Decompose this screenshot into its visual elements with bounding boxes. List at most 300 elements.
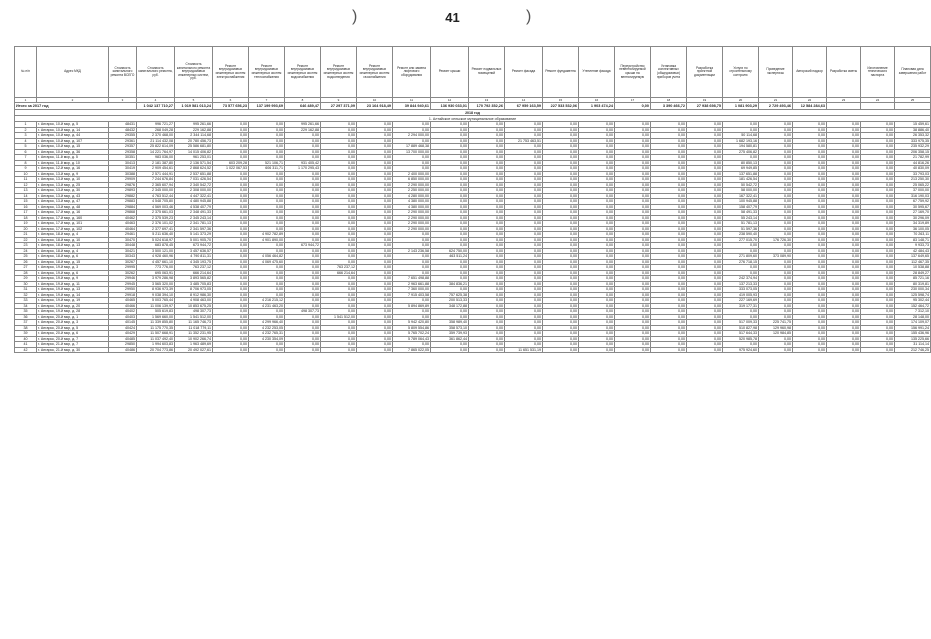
row-cell: 0,00 xyxy=(615,331,651,337)
row-cell: 225 741,75 xyxy=(759,320,793,326)
row-cell: 0,00 xyxy=(357,215,393,221)
row-cell: 276 718,15 xyxy=(723,259,759,265)
row-number: 9 xyxy=(15,166,37,172)
row-cell: 80 850,13 xyxy=(723,160,759,166)
row-cell: 15 459,61 xyxy=(895,122,931,128)
column-header: Изготовление технического паспорта xyxy=(861,47,895,98)
row-cell: 40485 xyxy=(109,336,137,342)
row-cell: 0,00 xyxy=(469,232,505,238)
row-cell: 0,00 xyxy=(543,347,579,353)
row-cell: 0,00 xyxy=(357,270,393,276)
row-cell: 5 789 064,43 xyxy=(393,336,431,342)
row-cell: 0,00 xyxy=(651,166,687,172)
row-cell: 0,00 xyxy=(827,149,861,155)
row-cell: 0,00 xyxy=(579,331,615,337)
row-cell: 0,00 xyxy=(321,287,357,293)
total-value: 12 584 284,63 xyxy=(793,103,827,110)
row-cell: 0,00 xyxy=(393,298,431,304)
row-cell: 0,00 xyxy=(723,155,759,161)
row-cell: 40486 xyxy=(109,347,137,353)
row-cell: 2 963 661,88 xyxy=(393,281,431,287)
column-number: 12 xyxy=(431,98,469,103)
row-cell: 0,00 xyxy=(793,336,827,342)
row-cell: 0,00 xyxy=(431,270,469,276)
row-cell: 0,00 xyxy=(321,298,357,304)
row-cell: 125 598,74 xyxy=(895,292,931,298)
row-cell: 7 865 022,05 xyxy=(393,347,431,353)
row-cell: 0,00 xyxy=(249,149,285,155)
row-cell: 0,00 xyxy=(615,166,651,172)
row-cell: 0,00 xyxy=(793,237,827,243)
row-cell: 0,00 xyxy=(213,243,249,249)
row-cell: 0,00 xyxy=(827,199,861,205)
row-cell: 0,00 xyxy=(357,138,393,144)
row-cell: 0,00 xyxy=(249,122,285,128)
row-cell: 29945 xyxy=(109,281,137,287)
row-cell: 0,00 xyxy=(357,149,393,155)
row-cell: 7 031 426,54 xyxy=(175,177,213,183)
row-number: 42 xyxy=(15,347,37,353)
row-cell: 5 765 702,24 xyxy=(393,331,431,337)
row-cell: 0,00 xyxy=(651,303,687,309)
row-cell: 0,00 xyxy=(469,166,505,172)
row-cell: 0,00 xyxy=(759,160,793,166)
row-number: 39 xyxy=(15,331,37,337)
column-header: Ремонт внутридомовых инженерных систем водоотведения xyxy=(321,47,357,98)
row-cell: 0,00 xyxy=(793,155,827,161)
row-cell: 0,00 xyxy=(579,254,615,260)
row-cell: 0,00 xyxy=(357,331,393,337)
row-cell: 683 878,45 xyxy=(137,243,175,249)
row-cell: 0,00 xyxy=(321,144,357,150)
row-cell: 0,00 xyxy=(543,149,579,155)
row-cell: 0,00 xyxy=(687,336,723,342)
row-cell: 0,00 xyxy=(579,347,615,353)
column-header: Разработка проектной документации xyxy=(687,47,723,98)
row-cell: 0,00 xyxy=(469,237,505,243)
row-cell: 229 162,88 xyxy=(285,127,321,133)
row-cell: 0,00 xyxy=(431,177,469,183)
row-address: г. Ангарск, 12-й мкр, д. 16 xyxy=(37,166,109,172)
row-cell: 29883 xyxy=(109,199,137,205)
row-cell: 2 348 491,33 xyxy=(175,210,213,216)
row-cell: 0,00 xyxy=(861,287,895,293)
row-cell: 0,00 xyxy=(615,210,651,216)
row-cell: 0,00 xyxy=(861,276,895,282)
row-cell: 0,00 xyxy=(615,160,651,166)
row-cell: 0,00 xyxy=(505,243,543,249)
row-cell: 2 344 114,68 xyxy=(175,133,213,139)
row-cell: 0,00 xyxy=(861,182,895,188)
row-cell: 0,00 xyxy=(651,320,687,326)
column-number: 10 xyxy=(357,98,393,103)
row-cell: 7 360 000,00 xyxy=(393,287,431,293)
row-address: г. Ангарск, 17-й мкр, д. 101 xyxy=(37,221,109,227)
row-cell: 0,00 xyxy=(249,177,285,183)
row-cell: 0,00 xyxy=(759,133,793,139)
row-cell: 29893 xyxy=(109,188,137,194)
row-cell: 268 049,28 xyxy=(137,127,175,133)
row-cell: 40402 xyxy=(109,309,137,315)
row-cell: 51 781,13 xyxy=(723,221,759,227)
row-cell: 0,00 xyxy=(793,221,827,227)
row-cell: 194 580,81 xyxy=(723,144,759,150)
row-cell: 0,00 xyxy=(213,331,249,337)
row-cell: 2 143 236,58 xyxy=(393,248,431,254)
row-cell: 517 644,33 xyxy=(723,331,759,337)
row-cell: 0,00 xyxy=(651,182,687,188)
row-cell: 0,00 xyxy=(469,265,505,271)
row-cell: 40 830,09 xyxy=(895,166,931,172)
row-cell: 29918 xyxy=(109,292,137,298)
row-cell: 0,00 xyxy=(469,325,505,331)
row-cell: 1 541 512,00 xyxy=(175,314,213,320)
row-cell: 2 345 000,00 xyxy=(137,188,175,194)
row-cell: 0,00 xyxy=(759,193,793,199)
row-cell: 0,00 xyxy=(505,276,543,282)
row-cell: 0,00 xyxy=(651,193,687,199)
row-cell: 29868 xyxy=(109,210,137,216)
row-cell: 0,00 xyxy=(861,320,895,326)
row-cell: 0,00 xyxy=(543,160,579,166)
row-cell: 7 244 676,84 xyxy=(137,177,175,183)
scan-mark-right: ) xyxy=(526,8,532,25)
row-cell: 7 312,10 xyxy=(895,309,931,315)
row-cell: 0,00 xyxy=(505,182,543,188)
row-cell: 0,00 xyxy=(431,166,469,172)
row-cell: 0,00 xyxy=(579,320,615,326)
row-address: г. Ангарск, 18-й мкр, д. 4 xyxy=(37,232,109,238)
total-value: 1 042 137 710,27 xyxy=(137,103,175,110)
row-cell: 0,00 xyxy=(505,309,543,315)
row-cell: 0,00 xyxy=(321,160,357,166)
row-cell: 0,00 xyxy=(759,276,793,282)
row-number: 21 xyxy=(15,232,37,238)
row-cell: 2 341 781,13 xyxy=(175,221,213,227)
row-address: г. Ангарск, 19-й мкр, д. 14 xyxy=(37,292,109,298)
row-cell: 2 571 444,91 xyxy=(137,171,175,177)
row-cell: 0,00 xyxy=(505,177,543,183)
row-cell: 3 485 705,83 xyxy=(175,281,213,287)
row-cell: 0,00 xyxy=(579,177,615,183)
row-cell: 0,00 xyxy=(469,149,505,155)
row-cell: 521 106,71 xyxy=(249,160,285,166)
row-cell: 0,00 xyxy=(861,243,895,249)
row-number: 25 xyxy=(15,254,37,260)
row-cell: 0,00 xyxy=(357,155,393,161)
row-cell: 0,00 xyxy=(861,303,895,309)
row-cell: 4 908 463,00 xyxy=(175,298,213,304)
row-cell: 361 862,44 xyxy=(431,336,469,342)
row-number: 3 xyxy=(15,133,37,139)
row-address: г. Ангарск, 19-й мкр, д. 6 xyxy=(37,270,109,276)
row-number: 10 xyxy=(15,171,37,177)
row-cell: 0,00 xyxy=(651,292,687,298)
row-cell: 0,00 xyxy=(651,138,687,144)
column-header: Ремонт крыши xyxy=(431,47,469,98)
row-cell: 0,00 xyxy=(285,320,321,326)
row-cell: 0,00 xyxy=(543,287,579,293)
row-address: г. Ангарск, 19-й мкр, д. 13 xyxy=(37,287,109,293)
row-number: 26 xyxy=(15,259,37,265)
row-cell: 0,00 xyxy=(431,243,469,249)
row-cell: 666 214,64 xyxy=(175,270,213,276)
row-cell: 0,00 xyxy=(543,127,579,133)
row-cell: 2 294 000,00 xyxy=(393,133,431,139)
row-cell: 0,00 xyxy=(213,138,249,144)
row-cell: 0,00 xyxy=(615,144,651,150)
row-cell: 0,00 xyxy=(543,292,579,298)
row-cell: 40145 xyxy=(109,320,137,326)
row-cell: 0,00 xyxy=(213,314,249,320)
row-address: г. Ангарск, 20-й мкр, д. 3 xyxy=(37,320,109,326)
row-cell: 0,00 xyxy=(579,193,615,199)
row-cell: 3 893 565,82 xyxy=(175,276,213,282)
row-cell: 0,00 xyxy=(431,138,469,144)
row-cell: 0,00 xyxy=(505,232,543,238)
row-cell: 0,00 xyxy=(321,210,357,216)
row-cell: 29876 xyxy=(109,182,137,188)
row-cell: 11 037 492,40 xyxy=(137,336,175,342)
row-cell: 316 190,03 xyxy=(895,193,931,199)
row-cell: 0,00 xyxy=(543,221,579,227)
row-cell: 0,00 xyxy=(861,342,895,348)
row-cell: 25 822 614,09 xyxy=(137,144,175,150)
row-cell: 0,00 xyxy=(687,287,723,293)
row-cell: 0,00 xyxy=(321,248,357,254)
row-cell: 0,00 xyxy=(505,199,543,205)
row-cell: 0,00 xyxy=(321,303,357,309)
row-cell: 0,00 xyxy=(759,232,793,238)
row-cell: 0,00 xyxy=(759,221,793,227)
row-cell: 0,00 xyxy=(615,177,651,183)
row-cell: 606 311,71 xyxy=(249,166,285,172)
row-cell: 0,00 xyxy=(505,210,543,216)
row-cell: 29358 xyxy=(109,149,137,155)
row-cell: 0,00 xyxy=(759,314,793,320)
row-cell: 0,00 xyxy=(285,232,321,238)
row-cell: 11 165 746,73 xyxy=(175,320,213,326)
row-cell: 44 816,26 xyxy=(895,160,931,166)
row-cell: 1 022 067,53 xyxy=(213,166,249,172)
row-cell: 0,00 xyxy=(543,133,579,139)
row-address: г. Ангарск, 17-й мкр, д. 160 xyxy=(37,215,109,221)
row-cell: 0,00 xyxy=(357,248,393,254)
total-value: 227 533 532,06 xyxy=(543,103,579,110)
row-cell: 0,00 xyxy=(651,204,687,210)
row-cell: 0,00 xyxy=(793,254,827,260)
row-cell: 58 000,00 xyxy=(723,188,759,194)
row-cell: 4 548 705,80 xyxy=(137,199,175,205)
row-address: г. Ангарск, 11-й мкр, д. 10 xyxy=(37,160,109,166)
row-cell: 0,00 xyxy=(321,254,357,260)
row-cell: 0,00 xyxy=(431,221,469,227)
row-cell: 0,00 xyxy=(321,276,357,282)
row-cell: 40463 xyxy=(109,221,137,227)
row-cell: 212 746,25 xyxy=(895,347,931,353)
row-cell: 0,00 xyxy=(579,276,615,282)
row-cell: 0,00 xyxy=(687,298,723,304)
row-cell: 2 250 000,00 xyxy=(393,188,431,194)
row-cell: 0,00 xyxy=(687,221,723,227)
row-number: 20 xyxy=(15,226,37,232)
row-number: 30 xyxy=(15,281,37,287)
row-cell: 2 290 000,00 xyxy=(393,182,431,188)
row-cell: 0,00 xyxy=(759,287,793,293)
row-cell: 67 759,92 xyxy=(895,199,931,205)
row-cell: 0,00 xyxy=(861,166,895,172)
row-number: 23 xyxy=(15,243,37,249)
row-cell: 0,00 xyxy=(469,336,505,342)
row-cell: 0,00 xyxy=(357,342,393,348)
row-cell: 0,00 xyxy=(393,160,431,166)
row-cell: 0,00 xyxy=(687,138,723,144)
row-cell: 0,00 xyxy=(651,248,687,254)
row-cell: 0,00 xyxy=(687,232,723,238)
total-value: 2 729 493,46 xyxy=(759,103,793,110)
row-address: г. Ангарск, 10-й мкр, д. 44 xyxy=(37,133,109,139)
row-cell: 0,00 xyxy=(357,259,393,265)
row-cell: 0,00 xyxy=(759,259,793,265)
column-number: 21 xyxy=(759,98,793,103)
row-cell: 227 169,69 xyxy=(723,298,759,304)
total-value: 646 489,47 xyxy=(285,103,321,110)
row-cell: 0,00 xyxy=(615,221,651,227)
row-cell: 0,00 xyxy=(861,210,895,216)
row-cell: 0,00 xyxy=(213,127,249,133)
row-cell: 505 619,83 xyxy=(137,309,175,315)
row-cell: 0,00 xyxy=(579,182,615,188)
row-cell: 0,00 xyxy=(505,237,543,243)
row-cell: 0,00 xyxy=(285,270,321,276)
row-address: г. Ангарск, 13-й мкр, д. 48 xyxy=(37,204,109,210)
row-cell: 0,00 xyxy=(615,188,651,194)
row-address: г. Ангарск, 10-й мкр, д. 5 xyxy=(37,122,109,128)
row-cell: 277 015,70 xyxy=(723,237,759,243)
row-cell: 0,00 xyxy=(615,182,651,188)
row-cell: 2 375 661,03 xyxy=(137,210,175,216)
row-cell: 0,00 xyxy=(321,138,357,144)
row-cell: 0,00 xyxy=(249,347,285,353)
row-cell: 0,00 xyxy=(321,237,357,243)
column-header: Стоимость капитального ремонта ВСЕГО xyxy=(109,47,137,98)
row-cell: 419 005,93 xyxy=(723,292,759,298)
row-cell: 4 457 661,10 xyxy=(137,259,175,265)
row-cell: 0,00 xyxy=(543,138,579,144)
row-cell: 0,00 xyxy=(861,155,895,161)
row-cell: 0,00 xyxy=(505,127,543,133)
row-cell: 2 341 597,36 xyxy=(175,226,213,232)
row-cell: 0,00 xyxy=(543,122,579,128)
row-cell: 0,00 xyxy=(357,320,393,326)
row-number: 1 xyxy=(15,122,37,128)
row-address: г. Ангарск, 13-й мкр, д. 9 xyxy=(37,171,109,177)
row-cell: 0,00 xyxy=(285,237,321,243)
column-header: Проведение экспертизы xyxy=(759,47,793,98)
row-cell: 0,00 xyxy=(861,199,895,205)
row-cell: 0,00 xyxy=(687,243,723,249)
row-cell: 603 209,28 xyxy=(213,160,249,166)
column-header: Ремонт внутридомовых инженерных систем электроснабжения xyxy=(213,47,249,98)
row-cell: 137 651,88 xyxy=(723,171,759,177)
row-cell: 0,00 xyxy=(861,292,895,298)
row-cell: 11 352 231,95 xyxy=(175,331,213,337)
row-cell: 0,00 xyxy=(357,171,393,177)
row-cell: 0,00 xyxy=(357,122,393,128)
row-cell: 0,00 xyxy=(249,270,285,276)
row-cell: 0,00 xyxy=(321,342,357,348)
row-cell: 0,00 xyxy=(249,281,285,287)
row-cell: 50 114,68 xyxy=(723,133,759,139)
row-cell: 200 513,33 xyxy=(431,298,469,304)
row-cell: 2 375 539,23 xyxy=(137,215,175,221)
row-cell: 0,00 xyxy=(827,166,861,172)
row-cell: 0,00 xyxy=(759,155,793,161)
row-cell: 0,00 xyxy=(357,287,393,293)
row-cell: 0,00 xyxy=(357,182,393,188)
row-cell: 0,00 xyxy=(579,342,615,348)
row-cell: 0,00 xyxy=(431,204,469,210)
row-cell: 0,00 xyxy=(687,204,723,210)
row-cell: 0,00 xyxy=(861,336,895,342)
row-cell: 0,00 xyxy=(793,171,827,177)
row-number: 15 xyxy=(15,199,37,205)
row-cell: 0,00 xyxy=(213,325,249,331)
row-cell: 0,00 xyxy=(651,232,687,238)
row-cell: 0,00 xyxy=(505,204,543,210)
row-address: г. Ангарск, 20-й мкр, д. 1 xyxy=(37,314,109,320)
row-cell: 0,00 xyxy=(651,243,687,249)
row-cell: 0,00 xyxy=(321,292,357,298)
column-number: 22 xyxy=(793,98,827,103)
row-cell: 0,00 xyxy=(505,133,543,139)
row-cell: 0,00 xyxy=(793,193,827,199)
row-cell: 0,00 xyxy=(285,193,321,199)
row-cell: 0,00 xyxy=(793,226,827,232)
row-cell: 0,00 xyxy=(793,210,827,216)
row-number: 29 xyxy=(15,276,37,282)
row-cell: 0,00 xyxy=(579,127,615,133)
row-cell: 666 214,64 xyxy=(321,270,357,276)
row-cell: 0,00 xyxy=(651,226,687,232)
total-value: 0,00 xyxy=(615,103,651,110)
row-cell: 0,00 xyxy=(651,133,687,139)
row-address: г. Ангарск, 19-й мкр, д. 19 xyxy=(37,298,109,304)
row-cell: 238 590,40 xyxy=(723,232,759,238)
row-cell: 0,00 xyxy=(469,314,505,320)
row-cell: 0,00 xyxy=(543,210,579,216)
row-cell: 181 426,54 xyxy=(723,177,759,183)
row-number: 37 xyxy=(15,320,37,326)
row-cell: 0,00 xyxy=(687,133,723,139)
row-cell: 0,00 xyxy=(793,177,827,183)
row-cell: 0,00 xyxy=(579,298,615,304)
row-address: г. Ангарск, 13-й мкр, д. 43 xyxy=(37,193,109,199)
row-cell: 0,00 xyxy=(651,309,687,315)
row-cell: 0,00 xyxy=(543,232,579,238)
row-cell: 0,00 xyxy=(759,166,793,172)
column-number: 13 xyxy=(469,98,505,103)
column-number: 3 xyxy=(109,98,137,103)
row-cell: 30 595,67 xyxy=(895,204,931,210)
row-cell: 0,00 xyxy=(827,254,861,260)
row-cell: 0,00 xyxy=(579,188,615,194)
row-cell: 0,00 xyxy=(505,331,543,337)
row-cell: 5 001 905,70 xyxy=(175,237,213,243)
row-cell: 3 500 121,00 xyxy=(137,248,175,254)
row-cell: 0,00 xyxy=(249,276,285,282)
row-cell: 0,00 xyxy=(469,259,505,265)
